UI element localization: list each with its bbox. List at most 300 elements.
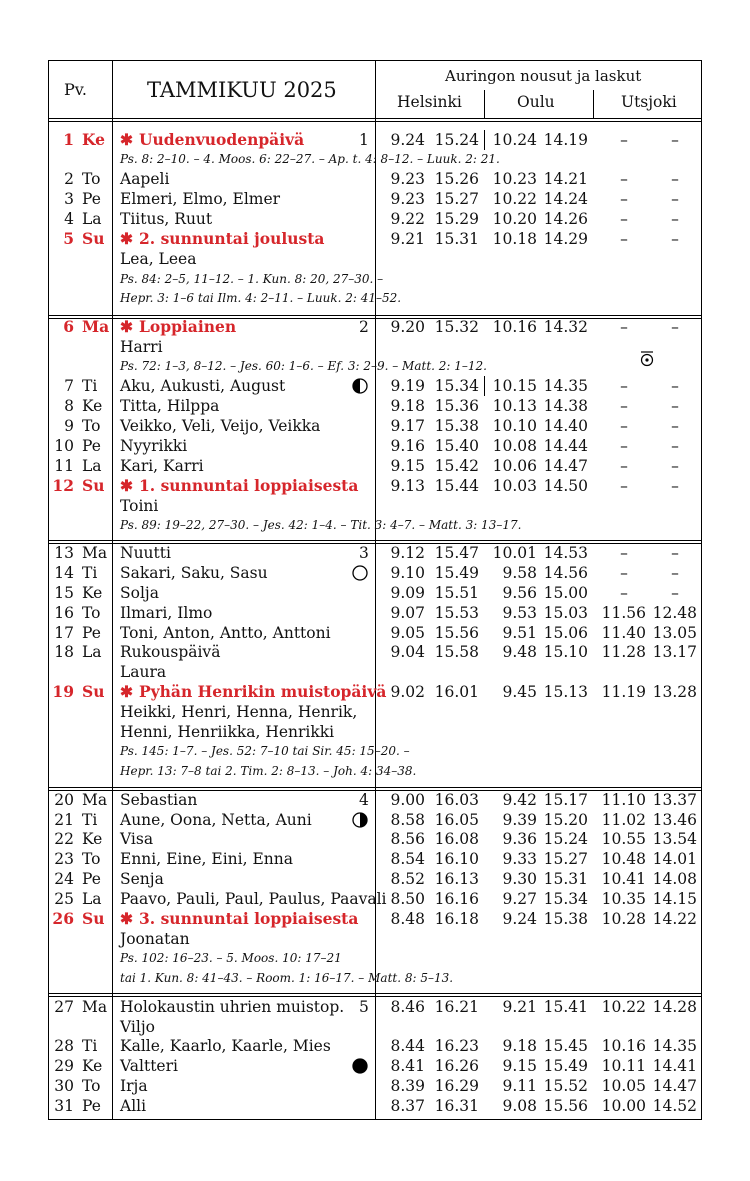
day-number: 14 (54, 564, 74, 582)
helsinki-sunset: 15.44 (434, 477, 479, 495)
helsinki-sunset: 16.26 (434, 1057, 479, 1075)
oulu-sunrise: 10.22 (492, 190, 537, 208)
nameday (120, 790, 197, 810)
helsinki-sunrise: 8.48 (390, 910, 425, 928)
additional-names: Laura (120, 663, 167, 681)
bible-readings: Hepr. 13: 7–8 tai 2. Tim. 2: 8–13. – Joh. 4: 34–38. (120, 764, 417, 778)
utsjoki-sunset: 14.41 (652, 1057, 697, 1075)
additional-names: Heikki, Henri, Henna, Henrik, (120, 703, 358, 721)
utsjoki-sunrise: 10.16 (601, 1037, 646, 1055)
utsjoki-sunrise: 11.10 (601, 791, 646, 809)
oulu-sunset: 14.32 (543, 318, 588, 336)
oulu-sunrise: 10.13 (492, 397, 537, 415)
helsinki-sunrise: 9.00 (390, 791, 425, 809)
day-number: 31 (54, 1097, 74, 1115)
oulu-sunset: 14.24 (543, 190, 588, 208)
oulu-sunrise: 9.33 (502, 850, 537, 868)
helsinki-sunrise: 8.41 (390, 1057, 425, 1075)
column-connector (484, 376, 485, 396)
oulu-sunset: 15.10 (543, 643, 588, 661)
helsinki-sunrise: 9.17 (390, 417, 425, 435)
weekday: To (82, 604, 101, 622)
week-separator (48, 315, 702, 316)
nameday (120, 189, 280, 209)
helsinki-sunset: 15.40 (434, 437, 479, 455)
nameday-text: Nyyrikki (120, 437, 188, 455)
oulu-sunset: 14.26 (543, 210, 588, 228)
utsjoki-sunrise: 11.40 (601, 624, 646, 642)
day-number: 4 (64, 210, 74, 228)
utsjoki-sunset: – (671, 131, 679, 149)
location-utsjoki: Utsjoki (621, 93, 677, 111)
oulu-sunrise: 9.56 (502, 584, 537, 602)
nameday-text: Kalle, Kaarlo, Kaarle, Mies (120, 1037, 331, 1055)
oulu-sunrise: 9.36 (502, 830, 537, 848)
helsinki-sunrise: 8.37 (390, 1097, 425, 1115)
oulu-sunrise: 9.08 (502, 1097, 537, 1115)
utsjoki-sunrise: 10.41 (601, 870, 646, 888)
oulu-sunrise: 10.24 (492, 131, 537, 149)
helsinki-sunrise: 9.15 (390, 457, 425, 475)
column-connector (484, 130, 485, 150)
day-number: 16 (54, 604, 74, 622)
day-number: 29 (54, 1057, 74, 1075)
helsinki-sunrise: 9.13 (390, 477, 425, 495)
oulu-sunset: 14.21 (543, 170, 588, 188)
nameday (120, 209, 212, 229)
helsinki-sunset: 16.03 (434, 791, 479, 809)
weekday: Ti (82, 564, 98, 582)
first-quarter-moon-icon (352, 378, 368, 394)
nameday-text: Sakari, Saku, Sasu (120, 564, 268, 582)
oulu-sunset: 14.29 (543, 230, 588, 248)
utsjoki-sunset: 13.17 (652, 643, 697, 661)
nameday (120, 1096, 146, 1116)
nameday-text: Nuutti (120, 544, 171, 562)
day-number: 27 (54, 998, 74, 1016)
oulu-sunset: 15.00 (543, 584, 588, 602)
helsinki-sunrise: 8.39 (390, 1077, 425, 1095)
oulu-sunrise: 9.21 (502, 998, 537, 1016)
utsjoki-sunrise: 10.11 (601, 1057, 646, 1075)
sun-table-title: Auringon nousut ja laskut (445, 67, 642, 85)
oulu-sunrise: 9.27 (502, 890, 537, 908)
utsjoki-sunrise: 10.28 (601, 910, 646, 928)
week-separator (48, 993, 702, 994)
nameday-text: Aapeli (120, 170, 170, 188)
col-rule-pv (112, 60, 113, 1120)
nameday (120, 1076, 148, 1096)
oulu-sunrise: 9.48 (502, 643, 537, 661)
helsinki-sunset: 16.16 (434, 890, 479, 908)
oulu-sunrise: 10.18 (492, 230, 537, 248)
weekday: Ma (82, 317, 110, 336)
utsjoki-sunrise: – (620, 457, 628, 475)
nameday (120, 642, 220, 662)
oulu-sunset: 14.47 (543, 457, 588, 475)
utsjoki-sunset: – (671, 457, 679, 475)
utsjoki-sunrise: 10.22 (601, 998, 646, 1016)
utsjoki-sunrise: – (620, 477, 628, 495)
nameday (120, 603, 212, 623)
helsinki-sunrise: 9.21 (390, 230, 425, 248)
utsjoki-sunset: – (671, 437, 679, 455)
sub-rule-utsjoki (593, 90, 594, 118)
day-number: 5 (63, 229, 74, 248)
bible-readings: Hepr. 3: 1–6 tai Ilm. 4: 2–11. – Luuk. 2: 41–52. (120, 291, 402, 305)
day-number: 8 (64, 397, 74, 415)
additional-names: Joonatan (120, 930, 190, 948)
helsinki-sunset: 15.36 (434, 397, 479, 415)
helsinki-sunrise: 9.10 (390, 564, 425, 582)
day-number: 6 (63, 317, 74, 336)
oulu-sunrise: 9.51 (502, 624, 537, 642)
utsjoki-sunset: – (671, 318, 679, 336)
oulu-sunrise: 9.42 (502, 791, 537, 809)
oulu-sunrise: 10.03 (492, 477, 537, 495)
nameday-text: Tiitus, Ruut (120, 210, 213, 228)
helsinki-sunrise: 9.24 (390, 131, 425, 149)
day-number: 7 (64, 377, 74, 395)
day-number: 9 (64, 417, 74, 435)
weekday: To (82, 170, 101, 188)
day-number: 3 (64, 190, 74, 208)
oulu-sunset: 14.19 (543, 131, 588, 149)
nameday (120, 543, 171, 563)
helsinki-sunset: 15.49 (434, 564, 479, 582)
oulu-sunrise: 10.08 (492, 437, 537, 455)
nameday (120, 456, 204, 476)
utsjoki-sunset: 13.54 (652, 830, 697, 848)
helsinki-sunrise: 9.09 (390, 584, 425, 602)
weekday: La (82, 210, 102, 228)
utsjoki-sunrise: 10.00 (601, 1097, 646, 1115)
utsjoki-sunset: – (671, 230, 679, 248)
oulu-sunrise: 9.45 (502, 683, 537, 701)
nameday-text: Loppiainen (139, 317, 237, 336)
weekday: To (82, 850, 101, 868)
nameday (120, 869, 164, 889)
weekday: Su (82, 682, 105, 701)
day-number: 12 (52, 476, 74, 495)
additional-names: Viljo (120, 1018, 155, 1036)
oulu-sunrise: 10.16 (492, 318, 537, 336)
oulu-sunrise: 9.39 (502, 811, 537, 829)
page-title: TAMMIKUU 2025 (147, 78, 337, 102)
utsjoki-sunrise: – (620, 417, 628, 435)
helsinki-sunrise: 8.52 (390, 870, 425, 888)
helsinki-sunset: 15.42 (434, 457, 479, 475)
utsjoki-sunset: – (671, 584, 679, 602)
weekday: Ke (82, 397, 103, 415)
nameday (120, 476, 358, 496)
day-number: 26 (52, 909, 74, 928)
weekday: Ke (82, 130, 105, 149)
nameday-text: Elmeri, Elmo, Elmer (120, 190, 281, 208)
week-number: 4 (359, 791, 369, 809)
day-number: 22 (54, 830, 74, 848)
oulu-sunset: 14.40 (543, 417, 588, 435)
oulu-sunrise: 10.23 (492, 170, 537, 188)
helsinki-sunset: 16.29 (434, 1077, 479, 1095)
utsjoki-sunset: 14.52 (652, 1097, 697, 1115)
nameday-text: Toni, Anton, Antto, Anttoni (120, 624, 331, 642)
oulu-sunset: 15.20 (543, 811, 588, 829)
nameday-text: 1. sunnuntai loppiaisesta (139, 476, 359, 495)
oulu-sunrise: 9.18 (502, 1037, 537, 1055)
utsjoki-sunrise: – (620, 564, 628, 582)
nameday-text: Titta, Hilppa (120, 397, 220, 415)
helsinki-sunset: 16.13 (434, 870, 479, 888)
oulu-sunrise: 9.30 (502, 870, 537, 888)
day-number: 20 (54, 791, 74, 809)
helsinki-sunrise: 9.07 (390, 604, 425, 622)
weekday: Ma (82, 544, 108, 562)
utsjoki-sunset: 14.28 (652, 998, 697, 1016)
week-number: 3 (359, 544, 369, 562)
helsinki-sunrise: 9.18 (390, 397, 425, 415)
utsjoki-sunset: – (671, 210, 679, 228)
helsinki-sunset: 15.32 (434, 318, 479, 336)
additional-names: Henni, Henriikka, Henrikki (120, 723, 335, 741)
utsjoki-sunrise: 11.19 (601, 683, 646, 701)
utsjoki-sunrise: 10.48 (601, 850, 646, 868)
nameday-text: Visa (120, 830, 154, 848)
nameday-text: Ilmari, Ilmo (120, 604, 213, 622)
oulu-sunrise: 9.53 (502, 604, 537, 622)
nameday (120, 1056, 178, 1076)
weekday: Pe (82, 437, 101, 455)
helsinki-sunrise: 9.12 (390, 544, 425, 562)
utsjoki-sunset: 13.28 (652, 683, 697, 701)
nameday-text: Kari, Karri (120, 457, 204, 475)
helsinki-sunrise: 9.05 (390, 624, 425, 642)
day-number: 1 (63, 130, 74, 149)
weekday: La (82, 457, 102, 475)
utsjoki-sunset: – (671, 417, 679, 435)
weekday: Su (82, 229, 105, 248)
weekday: Ma (82, 791, 108, 809)
helsinki-sunset: 15.56 (434, 624, 479, 642)
weekday: Pe (82, 624, 101, 642)
helsinki-sunrise: 8.58 (390, 811, 425, 829)
oulu-sunrise: 10.06 (492, 457, 537, 475)
nameday-text: Aku, Aukusti, August (120, 377, 286, 395)
bible-readings: Ps. 84: 2–5, 11–12. – 1. Kun. 8: 20, 27–30. – (120, 272, 384, 286)
nameday-text: 2. sunnuntai joulusta (139, 229, 325, 248)
nameday (120, 416, 320, 436)
last-quarter-moon-icon (352, 812, 368, 828)
utsjoki-sunrise: – (620, 131, 628, 149)
nameday (120, 396, 219, 416)
additional-names: Harri (120, 338, 163, 356)
additional-names: Toini (120, 497, 159, 515)
day-number: 21 (54, 811, 74, 829)
nameday (120, 682, 386, 702)
nameday (120, 810, 312, 830)
oulu-sunrise: 10.10 (492, 417, 537, 435)
new-moon-moon-icon (352, 1058, 368, 1074)
weekday: Pe (82, 1097, 101, 1115)
nameday (120, 997, 344, 1017)
helsinki-sunrise: 9.22 (390, 210, 425, 228)
helsinki-sunset: 15.38 (434, 417, 479, 435)
utsjoki-sunrise: 11.56 (601, 604, 646, 622)
helsinki-sunrise: 9.04 (390, 643, 425, 661)
nameday (120, 317, 236, 337)
nameday (120, 376, 285, 396)
utsjoki-sunset: 14.15 (652, 890, 697, 908)
nameday-text: Pyhän Henrikin muistopäivä (139, 682, 387, 701)
nameday-text: Alli (120, 1097, 147, 1115)
utsjoki-sunrise: – (620, 544, 628, 562)
weekday: Ti (82, 377, 98, 395)
nameday-text: Aune, Oona, Netta, Auni (120, 811, 312, 829)
holiday-star-icon: ✱ (120, 476, 133, 495)
helsinki-sunset: 15.31 (434, 230, 479, 248)
utsjoki-sunset: 14.01 (652, 850, 697, 868)
nameday (120, 1036, 331, 1056)
holiday-star-icon: ✱ (120, 130, 133, 149)
sun-above-horizon-icon (639, 349, 655, 367)
helsinki-sunset: 15.26 (434, 170, 479, 188)
utsjoki-sunrise: – (620, 190, 628, 208)
sub-rule-oulu (484, 90, 485, 118)
utsjoki-sunset: – (671, 544, 679, 562)
weekday: Su (82, 909, 105, 928)
utsjoki-sunset: – (671, 477, 679, 495)
utsjoki-sunrise: – (620, 377, 628, 395)
helsinki-sunset: 16.10 (434, 850, 479, 868)
helsinki-sunrise: 8.56 (390, 830, 425, 848)
weekday: Ke (82, 1057, 103, 1075)
oulu-sunset: 15.17 (543, 791, 588, 809)
weekday: Ti (82, 1037, 98, 1055)
helsinki-sunrise: 9.19 (390, 377, 425, 395)
utsjoki-sunset: – (671, 397, 679, 415)
nameday-text: Solja (120, 584, 159, 602)
nameday-text: Paavo, Pauli, Paul, Paulus, Paavali (120, 890, 387, 908)
oulu-sunset: 15.13 (543, 683, 588, 701)
utsjoki-sunrise: – (620, 397, 628, 415)
oulu-sunset: 15.03 (543, 604, 588, 622)
oulu-sunset: 14.38 (543, 397, 588, 415)
utsjoki-sunset: 14.22 (652, 910, 697, 928)
additional-names: Lea, Leea (120, 250, 197, 268)
utsjoki-sunrise: 11.28 (601, 643, 646, 661)
utsjoki-sunset: 13.05 (652, 624, 697, 642)
day-number: 19 (52, 682, 74, 701)
day-number: 2 (64, 170, 74, 188)
nameday (120, 436, 187, 456)
helsinki-sunrise: 8.46 (390, 998, 425, 1016)
utsjoki-sunset: – (671, 564, 679, 582)
helsinki-sunrise: 9.16 (390, 437, 425, 455)
helsinki-sunrise: 9.23 (390, 190, 425, 208)
utsjoki-sunrise: – (620, 584, 628, 602)
oulu-sunrise: 9.11 (502, 1077, 537, 1095)
utsjoki-sunrise: – (620, 318, 628, 336)
nameday (120, 849, 293, 869)
oulu-sunset: 15.31 (543, 870, 588, 888)
day-number: 30 (54, 1077, 74, 1095)
day-number: 17 (54, 624, 74, 642)
weekday: La (82, 890, 102, 908)
holiday-star-icon: ✱ (120, 317, 133, 336)
weekday: Ke (82, 584, 103, 602)
weekday: Ti (82, 811, 98, 829)
helsinki-sunset: 16.18 (434, 910, 479, 928)
week-separator (48, 787, 702, 788)
oulu-sunrise: 10.20 (492, 210, 537, 228)
helsinki-sunset: 15.24 (434, 131, 479, 149)
oulu-sunset: 15.45 (543, 1037, 588, 1055)
nameday (120, 889, 386, 909)
helsinki-sunset: 16.23 (434, 1037, 479, 1055)
oulu-sunset: 14.56 (543, 564, 588, 582)
oulu-sunset: 15.41 (543, 998, 588, 1016)
col-rule-title (375, 60, 376, 1120)
utsjoki-sunset: 13.46 (652, 811, 697, 829)
nameday-text: Enni, Eine, Eini, Enna (120, 850, 293, 868)
day-number: 11 (54, 457, 74, 475)
holiday-star-icon: ✱ (120, 909, 133, 928)
utsjoki-sunrise: 10.05 (601, 1077, 646, 1095)
oulu-sunset: 14.50 (543, 477, 588, 495)
helsinki-sunrise: 9.20 (390, 318, 425, 336)
utsjoki-sunrise: – (620, 210, 628, 228)
oulu-sunrise: 9.58 (502, 564, 537, 582)
nameday-text: Sebastian (120, 791, 198, 809)
helsinki-sunrise: 9.23 (390, 170, 425, 188)
oulu-sunset: 15.52 (543, 1077, 588, 1095)
nameday-text: Irja (120, 1077, 148, 1095)
utsjoki-sunrise: – (620, 437, 628, 455)
utsjoki-sunrise: 11.02 (601, 811, 646, 829)
nameday (120, 829, 153, 849)
helsinki-sunset: 16.01 (434, 683, 479, 701)
oulu-sunrise: 9.15 (502, 1057, 537, 1075)
weekday: Su (82, 476, 105, 495)
nameday (120, 229, 324, 249)
week-number: 5 (359, 998, 369, 1016)
weekday: Pe (82, 870, 101, 888)
bible-readings: Ps. 8: 2–10. – 4. Moos. 6: 22–27. – Ap. t. 4: 8–12. – Luuk. 2: 21. (120, 152, 500, 166)
utsjoki-sunrise: 10.55 (601, 830, 646, 848)
nameday (120, 563, 268, 583)
day-number: 23 (54, 850, 74, 868)
holiday-star-icon: ✱ (120, 682, 133, 701)
weekday: La (82, 643, 102, 661)
nameday-text: Valtteri (120, 1057, 178, 1075)
nameday-text: Uudenvuodenpäivä (139, 130, 305, 149)
nameday (120, 130, 304, 150)
week-number: 2 (359, 318, 369, 336)
oulu-sunset: 15.34 (543, 890, 588, 908)
weekday: Ma (82, 998, 108, 1016)
nameday (120, 169, 169, 189)
helsinki-sunrise: 8.50 (390, 890, 425, 908)
utsjoki-sunset: – (671, 170, 679, 188)
nameday-text: Rukouspäivä (120, 643, 221, 661)
utsjoki-sunset: 12.48 (652, 604, 697, 622)
utsjoki-sunset: 14.08 (652, 870, 697, 888)
holiday-star-icon: ✱ (120, 229, 133, 248)
bible-readings: Ps. 72: 1–3, 8–12. – Jes. 60: 1–6. – Ef. 3: 2–9. – Matt. 2: 1–12. (120, 359, 487, 373)
oulu-sunset: 15.27 (543, 850, 588, 868)
oulu-sunset: 14.35 (543, 377, 588, 395)
day-number: 10 (54, 437, 74, 455)
